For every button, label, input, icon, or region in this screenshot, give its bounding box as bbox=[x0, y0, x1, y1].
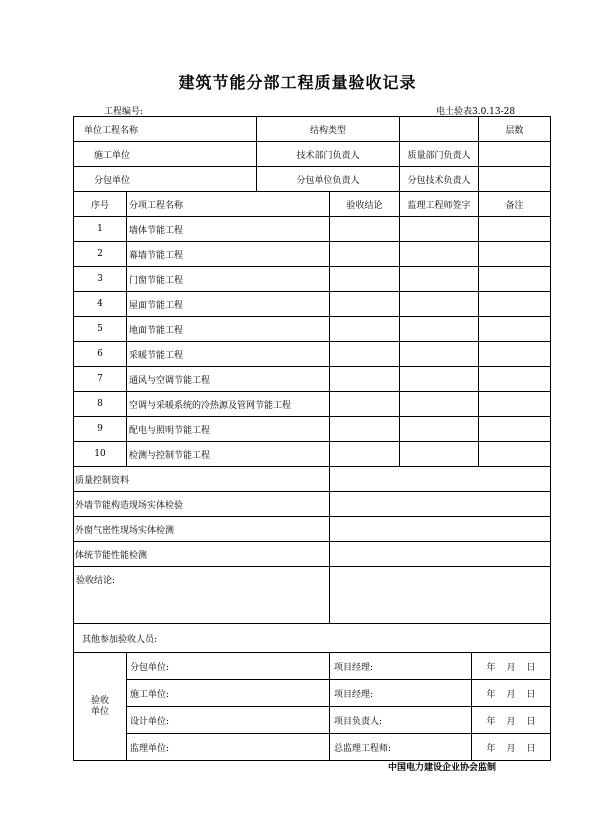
item-name: 门窗节能工程 bbox=[127, 267, 330, 292]
item-row bbox=[74, 417, 551, 442]
acceptance-row bbox=[74, 734, 551, 761]
date-day: 日 bbox=[526, 716, 536, 727]
item-remarks[interactable] bbox=[479, 342, 551, 367]
form-number: 电土验表3.0.13-28 bbox=[436, 107, 516, 117]
item-no: 4 bbox=[74, 292, 127, 317]
acceptance-role: 项目经理: bbox=[330, 680, 472, 707]
acceptance-role: 总监理工程师: bbox=[330, 734, 472, 761]
acceptance-role: 项目负责人: bbox=[330, 707, 472, 734]
check-row bbox=[74, 492, 551, 517]
item-conclusion[interactable] bbox=[330, 292, 400, 317]
conclusion-row bbox=[74, 567, 551, 624]
structure-type-value[interactable] bbox=[400, 117, 479, 142]
item-conclusion[interactable] bbox=[330, 342, 400, 367]
item-name: 采暖节能工程 bbox=[127, 342, 330, 367]
acceptance-units-label bbox=[74, 653, 127, 761]
acceptance-date[interactable] bbox=[472, 734, 551, 761]
conclusion-value[interactable] bbox=[330, 567, 551, 624]
header-row-2 bbox=[74, 142, 551, 167]
sub-tech-head-value[interactable] bbox=[479, 167, 551, 192]
item-conclusion[interactable] bbox=[330, 267, 400, 292]
date-day: 日 bbox=[526, 743, 536, 754]
item-supervisor-sign[interactable] bbox=[400, 317, 479, 342]
check-value[interactable] bbox=[330, 517, 551, 542]
unit-project-label: 单位工程名称 bbox=[74, 117, 257, 142]
item-supervisor-sign[interactable] bbox=[400, 242, 479, 267]
date-day: 日 bbox=[526, 689, 536, 700]
item-supervisor-sign[interactable] bbox=[400, 267, 479, 292]
date-day: 日 bbox=[526, 662, 536, 673]
date-year: 年 bbox=[486, 689, 496, 700]
item-name: 幕墙节能工程 bbox=[127, 242, 330, 267]
item-no: 1 bbox=[74, 217, 127, 242]
other-participants-label: 其他参加验收人员: bbox=[74, 624, 551, 653]
item-remarks[interactable] bbox=[479, 217, 551, 242]
item-no: 10 bbox=[74, 442, 127, 467]
date-month: 月 bbox=[506, 716, 516, 727]
item-supervisor-sign[interactable] bbox=[400, 342, 479, 367]
item-remarks[interactable] bbox=[479, 292, 551, 317]
item-name: 检测与控制节能工程 bbox=[127, 442, 330, 467]
item-row bbox=[74, 317, 551, 342]
column-header-row bbox=[74, 192, 551, 217]
col-name: 分项工程名称 bbox=[127, 192, 330, 217]
item-remarks[interactable] bbox=[479, 242, 551, 267]
item-supervisor-sign[interactable] bbox=[400, 217, 479, 242]
item-conclusion[interactable] bbox=[330, 392, 400, 417]
acceptance-date[interactable] bbox=[472, 653, 551, 680]
acceptance-date[interactable] bbox=[472, 680, 551, 707]
acceptance-units-table bbox=[73, 652, 551, 761]
col-conclusion: 验收结论 bbox=[330, 192, 400, 217]
check-value[interactable] bbox=[330, 492, 551, 517]
header-row-1 bbox=[74, 117, 551, 142]
item-name: 墙体节能工程 bbox=[127, 217, 330, 242]
acceptance-unit: 监理单位: bbox=[127, 734, 330, 761]
acceptance-record-table bbox=[73, 116, 551, 653]
item-name: 地面节能工程 bbox=[127, 317, 330, 342]
item-conclusion[interactable] bbox=[330, 417, 400, 442]
structure-type-label: 结构类型 bbox=[257, 117, 400, 142]
check-value[interactable] bbox=[330, 542, 551, 567]
col-remarks: 备注 bbox=[479, 192, 551, 217]
item-row bbox=[74, 442, 551, 467]
acceptance-row bbox=[74, 680, 551, 707]
project-number-label: 工程编号: bbox=[104, 107, 144, 117]
item-row bbox=[74, 392, 551, 417]
acceptance-row bbox=[74, 707, 551, 734]
item-supervisor-sign[interactable] bbox=[400, 442, 479, 467]
quality-dept-head-value[interactable] bbox=[479, 142, 551, 167]
item-no: 5 bbox=[74, 317, 127, 342]
acceptance-label-line2: 单位 bbox=[90, 706, 109, 717]
header-row-3 bbox=[74, 167, 551, 192]
item-row bbox=[74, 342, 551, 367]
item-name: 空调与采暖系统的冷热源及管网节能工程 bbox=[127, 392, 330, 417]
check-label: 质量控制资料 bbox=[74, 467, 330, 492]
item-conclusion[interactable] bbox=[330, 242, 400, 267]
conclusion-label: 验收结论: bbox=[74, 567, 330, 624]
check-row bbox=[74, 467, 551, 492]
acceptance-role: 项目经理: bbox=[330, 653, 472, 680]
acceptance-row bbox=[74, 653, 551, 680]
acceptance-unit: 设计单位: bbox=[127, 707, 330, 734]
sub-tech-head-label: 分包技术负责人 bbox=[400, 167, 479, 192]
sub-unit-head-label: 分包单位负责人 bbox=[257, 167, 400, 192]
check-label: 外墙节能构造现场实体检验 bbox=[74, 492, 330, 517]
item-name: 屋面节能工程 bbox=[127, 292, 330, 317]
tech-dept-head-label: 技术部门负责人 bbox=[257, 142, 400, 167]
date-year: 年 bbox=[486, 662, 496, 673]
item-name: 配电与照明节能工程 bbox=[127, 417, 330, 442]
item-row bbox=[74, 242, 551, 267]
item-name: 通风与空调节能工程 bbox=[127, 367, 330, 392]
col-no: 序号 bbox=[74, 192, 127, 217]
item-no: 3 bbox=[74, 267, 127, 292]
item-conclusion[interactable] bbox=[330, 317, 400, 342]
footer-issuer: 中国电力建设企业协会监制 bbox=[388, 763, 497, 773]
other-participants-row bbox=[74, 624, 551, 653]
item-no: 8 bbox=[74, 392, 127, 417]
item-remarks[interactable] bbox=[479, 367, 551, 392]
item-no: 2 bbox=[74, 242, 127, 267]
acceptance-label-line1: 验收 bbox=[90, 695, 109, 706]
check-row bbox=[74, 542, 551, 567]
acceptance-unit: 分包单位: bbox=[127, 653, 330, 680]
quality-dept-head-label: 质量部门负责人 bbox=[400, 142, 479, 167]
check-label: 外窗气密性现场实体检测 bbox=[74, 517, 330, 542]
page-title: 建筑节能分部工程质量验收记录 bbox=[178, 73, 417, 92]
date-year: 年 bbox=[486, 716, 496, 727]
item-supervisor-sign[interactable] bbox=[400, 292, 479, 317]
acceptance-unit: 施工单位: bbox=[127, 680, 330, 707]
check-row bbox=[74, 517, 551, 542]
item-conclusion[interactable] bbox=[330, 367, 400, 392]
item-supervisor-sign[interactable] bbox=[400, 392, 479, 417]
date-year: 年 bbox=[486, 743, 496, 754]
item-supervisor-sign[interactable] bbox=[400, 367, 479, 392]
item-row bbox=[74, 292, 551, 317]
item-row bbox=[74, 367, 551, 392]
item-remarks[interactable] bbox=[479, 417, 551, 442]
item-remarks[interactable] bbox=[479, 317, 551, 342]
construction-unit-label: 施工单位 bbox=[74, 142, 257, 167]
check-label: 体统节能性能检测 bbox=[74, 542, 330, 567]
item-no: 7 bbox=[74, 367, 127, 392]
acceptance-date[interactable] bbox=[472, 707, 551, 734]
col-supervisor-sign: 监理工程师签字 bbox=[400, 192, 479, 217]
date-month: 月 bbox=[506, 662, 516, 673]
date-month: 月 bbox=[506, 689, 516, 700]
floors-label: 层数 bbox=[479, 117, 551, 142]
item-conclusion[interactable] bbox=[330, 442, 400, 467]
item-no: 6 bbox=[74, 342, 127, 367]
check-value[interactable] bbox=[330, 467, 551, 492]
item-remarks[interactable] bbox=[479, 392, 551, 417]
date-month: 月 bbox=[506, 743, 516, 754]
item-row bbox=[74, 267, 551, 292]
item-row bbox=[74, 217, 551, 242]
item-no: 9 bbox=[74, 417, 127, 442]
item-conclusion[interactable] bbox=[330, 217, 400, 242]
item-remarks[interactable] bbox=[479, 442, 551, 467]
subcontractor-label: 分包单位 bbox=[74, 167, 257, 192]
item-remarks[interactable] bbox=[479, 267, 551, 292]
item-supervisor-sign[interactable] bbox=[400, 417, 479, 442]
